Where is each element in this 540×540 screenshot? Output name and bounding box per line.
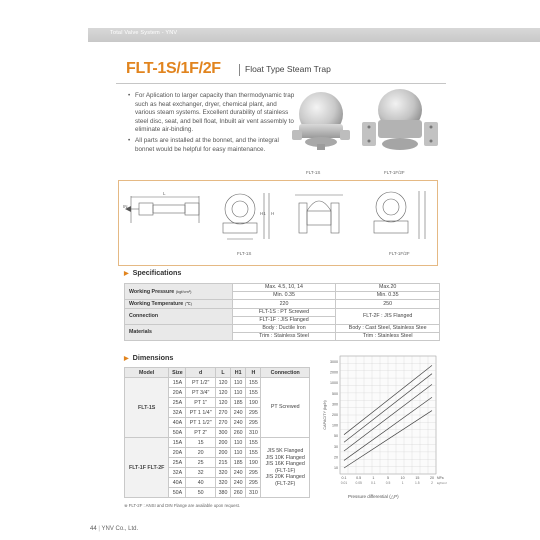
dimensions-footnote: ※ FLT-2F : ANSI and DIN Flange are available upon request. xyxy=(124,503,241,508)
dim-cell: 20 xyxy=(186,448,215,458)
chart-x-alt-tick-label: 2 xyxy=(431,481,433,485)
chart-x-alt-tick-label: 0.1 xyxy=(371,481,376,485)
drawing-label-in: IN xyxy=(123,204,128,209)
dim-cell: 215 xyxy=(215,458,230,468)
dim-cell: 260 xyxy=(231,488,246,498)
spec-cell: Body : Cast Steel, Stainless Stee xyxy=(336,325,440,333)
connection-line: (FLT-2F) xyxy=(275,480,296,487)
section-arrow-icon: ▶ xyxy=(124,271,129,277)
dim-cell: 15A xyxy=(169,378,186,388)
dim-cell: 15 xyxy=(186,438,215,448)
dim-cell: 295 xyxy=(246,478,261,488)
chart-x-tick-label: 15 xyxy=(415,476,420,480)
spec-cell: Max. 4.5, 10, 14 xyxy=(232,284,336,292)
chart-y-tick-label: 50 xyxy=(334,434,338,439)
dim-table-row xyxy=(125,438,310,448)
connection-line: PT Screwed xyxy=(270,404,300,411)
dim-cell: 155 xyxy=(246,378,261,388)
dimensions-heading-text: Dimensions xyxy=(132,353,174,362)
dim-cell: 25A xyxy=(169,398,186,408)
chart-y-tick-label: 2000 xyxy=(330,370,338,375)
dim-cell: 295 xyxy=(246,468,261,478)
specifications-heading-text: Specifications xyxy=(132,268,182,277)
chart-x-alt-tick-label: 0.05 xyxy=(355,481,362,485)
spec-cell: Body : Ductile Iron xyxy=(232,325,336,333)
chart-x-tick-label: 10 xyxy=(400,476,405,480)
dim-cell: 40A xyxy=(169,478,186,488)
dim-cell: 120 xyxy=(215,378,230,388)
dim-cell: 50A xyxy=(169,488,186,498)
header-bar-text: Total Valve System - YNV xyxy=(110,30,178,36)
photo-right-caption: FLT-1F/2F xyxy=(384,170,405,175)
spec-label-pressure: Working Pressure (kgf/cm²) xyxy=(125,284,233,300)
dim-cell: PT 3/4" xyxy=(186,388,215,398)
chart-x-unit: MPa xyxy=(437,476,444,480)
dim-cell: 200 xyxy=(215,438,230,448)
drawing-label-l: L xyxy=(163,191,166,196)
spec-cell: Trim : Stainless Steel xyxy=(336,333,440,341)
dim-col-header: H1 xyxy=(231,368,246,378)
dim-col-header: Size xyxy=(169,368,186,378)
dim-cell: 120 xyxy=(215,398,230,408)
connection-line: JIS 5K Flanged xyxy=(267,448,304,454)
photo-flt-1s xyxy=(286,84,356,166)
dim-cell: 50 xyxy=(186,488,215,498)
chart-x-alt-tick-label: 0.5 xyxy=(385,481,391,485)
dim-cell: 20A xyxy=(169,448,186,458)
chart-y-tick-label: 1000 xyxy=(330,381,338,386)
connection-line: JIS 16K Flanged xyxy=(265,461,305,467)
spec-label-temperature: Working Temperature (℃) xyxy=(125,300,233,309)
dim-cell: PT 1 1/4" xyxy=(186,408,215,418)
dim-cell: 120 xyxy=(215,388,230,398)
chart-y-axis-label: CAPACITY (kg/h) xyxy=(323,400,327,430)
dim-cell: 155 xyxy=(246,448,261,458)
dim-cell: 40A xyxy=(169,418,186,428)
connection-line: JIS 20K Flanged xyxy=(265,474,305,480)
chart-x-alt-tick-label: 0.01 xyxy=(340,481,348,485)
dim-col-header: H xyxy=(246,368,261,378)
dim-cell: 295 xyxy=(246,408,261,418)
spec-label-connection: Connection xyxy=(125,309,233,325)
chart-y-tick-label: 20 xyxy=(334,455,338,460)
dim-cell: 185 xyxy=(231,398,246,408)
chart-y-tick-label: 200 xyxy=(332,413,338,417)
header-bar xyxy=(88,28,540,42)
specifications-heading xyxy=(124,268,181,277)
dim-model-cell: FLT-1F FLT-2F xyxy=(125,438,169,498)
dim-cell: 20A xyxy=(169,388,186,398)
drawing-right-caption: FLT-1F/2F xyxy=(389,251,410,256)
capacity-chart xyxy=(322,352,447,490)
spec-cell: FLT-1S : PT Screwed xyxy=(232,309,336,317)
chart-x-alt-unit: kgf/cm² xyxy=(437,481,447,485)
intro-bullet-1: • For Aplication to larger capacity than thermodynamic trap such as heat exchanger, dryer, chemical plant, and various steam systems. Excellent durability of stainless steel disc, seat, and bell float, Inbuilt air vent assembly to eliminate air-binding. xyxy=(128,92,298,135)
dim-cell: 40 xyxy=(186,478,215,488)
spec-cell: Max.20 xyxy=(336,284,440,292)
dim-cell: 190 xyxy=(246,458,261,468)
specifications-table xyxy=(124,283,440,341)
dim-col-header: Connection xyxy=(261,368,310,378)
dim-col-header: d xyxy=(186,368,215,378)
dim-col-header: Model xyxy=(125,368,169,378)
drawing-label-h: H xyxy=(271,211,275,216)
chart-x-tick-label: 0.1 xyxy=(341,476,347,480)
chart-x-alt-tick-label: 1 xyxy=(401,481,404,485)
connection-line: (FLT-1F) xyxy=(275,467,296,474)
dim-cell: PT 1/2" xyxy=(186,378,215,388)
dim-cell: 15A xyxy=(169,438,186,448)
dim-table-row xyxy=(125,378,310,388)
dim-connection-cell xyxy=(261,378,310,438)
dim-cell: 380 xyxy=(215,488,230,498)
company-name: YNV Co., Ltd. xyxy=(101,526,139,532)
dim-cell: 310 xyxy=(246,428,261,438)
dim-col-header: L xyxy=(215,368,230,378)
dim-cell: 110 xyxy=(231,378,246,388)
dim-cell: 25A xyxy=(169,458,186,468)
dim-cell: 240 xyxy=(231,468,246,478)
dimensions-heading xyxy=(124,353,173,362)
intro-text xyxy=(128,92,298,156)
product-subtitle: Float Type Steam Trap xyxy=(245,64,331,74)
dim-cell: 270 xyxy=(215,418,230,428)
dim-cell: 155 xyxy=(246,388,261,398)
chart-y-tick-label: 500 xyxy=(332,391,338,396)
photo-flt-1f-2f xyxy=(358,82,442,168)
chart-y-tick-label: 10 xyxy=(334,466,338,470)
connection-line: JIS 10K Flanged xyxy=(265,454,305,461)
photo-left-caption: FLT-1S xyxy=(306,170,321,175)
dim-cell: PT 1" xyxy=(186,398,215,408)
spec-cell: 220 xyxy=(232,300,336,309)
dim-cell: 50A xyxy=(169,428,186,438)
spec-cell: FLT-1F : JIS Flanged xyxy=(232,317,336,325)
spec-cell: Trim : Stainless Steel xyxy=(232,333,336,341)
dim-cell: 32A xyxy=(169,468,186,478)
chart-x-tick-label: 5 xyxy=(387,476,389,480)
dim-cell: 32 xyxy=(186,468,215,478)
chart-x-tick-label: 0.5 xyxy=(356,476,362,480)
dim-cell: 25 xyxy=(186,458,215,468)
chart-x-tick-label: 20 xyxy=(430,476,434,480)
dim-model-cell: FLT-1S xyxy=(125,378,169,438)
chart-y-tick-label: 300 xyxy=(332,402,338,407)
dim-cell: 240 xyxy=(231,478,246,488)
drawing-left-caption: FLT-1S xyxy=(237,251,252,256)
dim-cell: PT 2" xyxy=(186,428,215,438)
title-block xyxy=(116,56,446,84)
spec-cell: Min. 0.35 xyxy=(232,292,336,300)
dim-cell: 300 xyxy=(215,428,230,438)
chart-x-axis-label: Pressure differential (△P) xyxy=(348,494,399,499)
chart-x-tick-label: 1 xyxy=(372,476,375,480)
dim-connection-cell xyxy=(261,438,310,498)
dim-cell: 110 xyxy=(231,388,246,398)
dim-cell: 320 xyxy=(215,468,230,478)
technical-drawings xyxy=(118,180,438,266)
dim-cell: 155 xyxy=(246,438,261,448)
spec-cell: 250 xyxy=(336,300,440,309)
chart-y-tick-label: 100 xyxy=(332,423,338,428)
dim-cell: 32A xyxy=(169,408,186,418)
dim-cell: PT 1 1/2" xyxy=(186,418,215,428)
intro-bullet-2: • All parts are installed at the bonnet, and the integral bonnet would be helpful for easy maintenance. xyxy=(128,137,298,154)
chart-y-tick-label: 30 xyxy=(334,444,338,449)
dim-cell: 190 xyxy=(246,398,261,408)
dimensions-table xyxy=(124,367,310,498)
dim-cell: 260 xyxy=(231,428,246,438)
dim-cell: 110 xyxy=(231,438,246,448)
dim-cell: 310 xyxy=(246,488,261,498)
chart-y-tick-label: 3000 xyxy=(330,360,338,364)
spec-label-materials: Materials xyxy=(125,325,233,341)
product-title: FLT-1S/1F/2F xyxy=(126,60,221,77)
spec-cell: Min. 0.35 xyxy=(336,292,440,300)
page-footer: 44 | YNV Co., Ltd. xyxy=(90,526,139,532)
drawing-label-h1: H1 xyxy=(260,211,266,216)
dim-cell: 200 xyxy=(215,448,230,458)
chart-x-alt-tick-label: 1.5 xyxy=(415,481,420,485)
dim-cell: 295 xyxy=(246,418,261,428)
title-divider xyxy=(239,64,240,76)
section-arrow-icon: ▶ xyxy=(124,356,129,362)
dim-cell: 270 xyxy=(215,408,230,418)
dim-cell: 320 xyxy=(215,478,230,488)
dim-cell: 110 xyxy=(231,448,246,458)
page-number: 44 xyxy=(90,526,97,532)
dim-cell: 240 xyxy=(231,408,246,418)
dim-cell: 185 xyxy=(231,458,246,468)
dim-cell: 240 xyxy=(231,418,246,428)
spec-cell: FLT-2F : JIS Flanged xyxy=(336,309,440,325)
